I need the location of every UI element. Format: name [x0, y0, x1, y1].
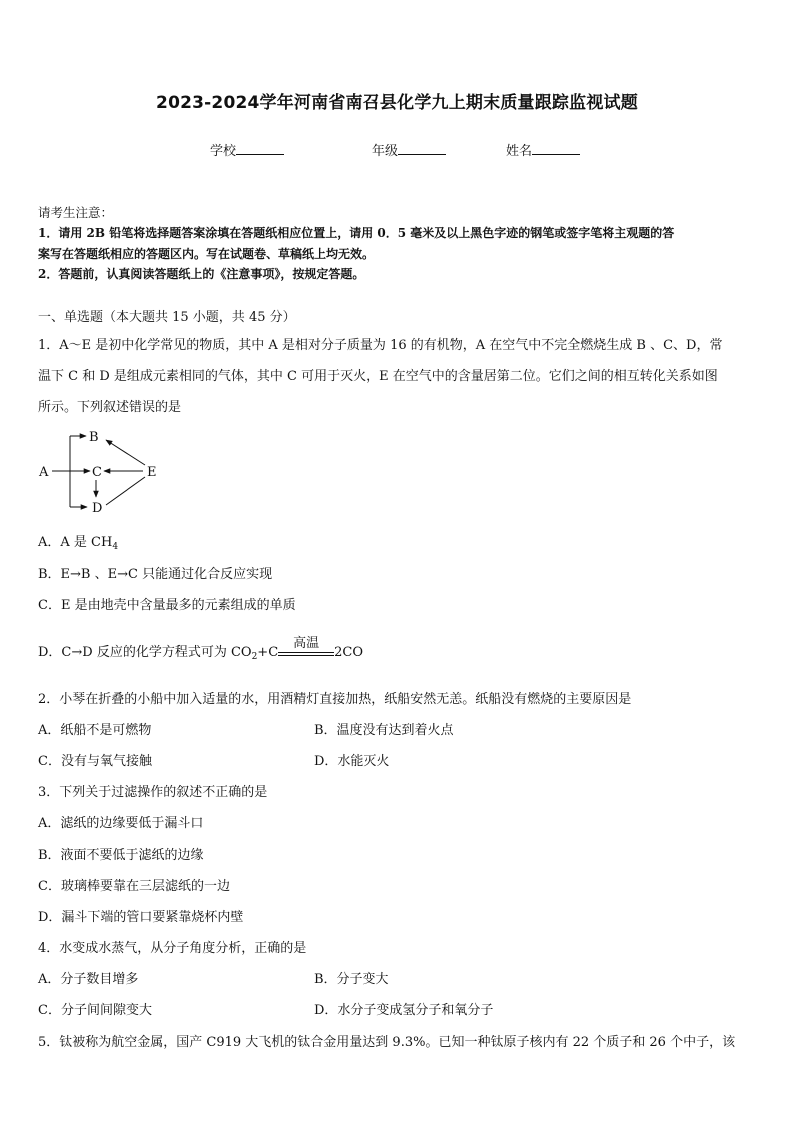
diagram-label-c: C [92, 465, 102, 480]
name-blank [532, 142, 580, 155]
q1-option-c: C．E 是由地壳中含量最多的元素组成的单质 [38, 598, 296, 613]
notice-item-1a: 1．请用 2B 铅笔将选择题答案涂填在答题纸相应位置上，请用 0．5 毫米及以上黑色字迹的钢笔或签字笔将主观题的答 [38, 226, 675, 240]
line-e-to-d [106, 477, 145, 505]
q1-option-d-subscript: 2 [251, 652, 258, 662]
notice-item-2: 2．答题前，认真阅读答题纸上的《注意事项》，按规定答题。 [38, 267, 365, 281]
q1-option-d [38, 636, 364, 662]
q5-stem: 5．钛被称为航空金属，国产 C919 大飞机的钛合金用量达到 9.3%。已知一种钛原子核内有 22 个质子和 26 个中子，该 [38, 1035, 736, 1050]
school-field [210, 140, 284, 159]
q1-option-a-subscript: 4 [112, 542, 119, 552]
q1-option-a-text: A．A 是 CH [38, 535, 113, 550]
school-blank [236, 142, 284, 155]
q1-option-b: B．E→B 、E→C 只能通过化合反应实现 [38, 567, 273, 582]
q3-stem: 3．下列关于过滤操作的叙述不正确的是 [38, 785, 268, 800]
q3-option-a: A．滤纸的边缘要低于漏斗口 [38, 816, 204, 831]
reaction-condition-arrow [278, 636, 334, 656]
page-title: 2023-2024学年河南省南召县化学九上期末质量跟踪监视试题 [156, 93, 638, 113]
notice-heading: 请考生注意： [38, 205, 114, 220]
q2-option-b: B．温度没有达到着火点 [314, 723, 454, 738]
q2-option-d: D．水能灭火 [314, 754, 390, 769]
grade-field [372, 140, 446, 159]
q4-option-d: D．水分子变成氢分子和氧分子 [314, 1003, 494, 1018]
q1-option-a [38, 531, 118, 552]
q1-diagram [30, 425, 170, 520]
q2-stem: 2．小琴在折叠的小船中加入适量的水，用酒精灯直接加热，纸船安然无恙。纸船没有燃烧的主要原因是 [38, 692, 632, 707]
notice-item-1b: 案写在答题纸相应的答题区内。写在试题卷、草稿纸上均无效。 [38, 247, 375, 261]
q2-option-c: C．没有与氧气接触 [38, 754, 152, 769]
arrow-e-to-b [106, 440, 145, 465]
q4-stem: 4．水变成水蒸气，从分子角度分析，正确的是 [38, 941, 307, 956]
q1-stem-line1: 1．A～E 是初中化学常见的物质，其中 A 是相对分子质量为 16 的有机物，A 在空气中不完全燃烧生成 B 、C、D，常 [38, 338, 723, 353]
reaction-condition-text: 高温 [293, 636, 320, 651]
q3-option-b: B．液面不要低于滤纸的边缘 [38, 848, 204, 863]
q4-option-c: C．分子间间隙变大 [38, 1003, 152, 1018]
grade-label: 年级 [372, 144, 399, 159]
q3-option-c: C．玻璃棒要靠在三层滤纸的一边 [38, 879, 230, 894]
school-label: 学校 [210, 144, 237, 159]
name-label: 姓名 [506, 144, 533, 159]
q1-stem-line3: 所示。下列叙述错误的是 [38, 400, 182, 415]
diagram-label-a: A [39, 465, 49, 480]
name-field [506, 140, 580, 159]
diagram-label-e: E [147, 465, 157, 480]
q3-option-d: D．漏斗下端的管口要紧靠烧杯内壁 [38, 910, 244, 925]
q1-option-d-text: D．C→D 反应的化学方程式可为 CO [38, 645, 252, 660]
q4-option-a: A．分子数目增多 [38, 972, 139, 987]
diagram-label-d: D [92, 501, 103, 516]
section-heading: 一、单选题（本大题共 15 小题，共 45 分） [38, 310, 296, 325]
diagram-label-b: B [89, 430, 99, 445]
q1-stem-line2: 温下 C 和 D 是组成元素相同的气体，其中 C 可用于灭火，E 在空气中的含量居第二位。它们之间的相互转化关系如图 [38, 369, 718, 384]
q1-option-d-mid: +C [257, 645, 279, 660]
q2-option-a: A．纸船不是可燃物 [38, 723, 152, 738]
grade-blank [398, 142, 446, 155]
q4-option-b: B．分子变大 [314, 972, 389, 987]
q1-option-d-product: 2CO [334, 645, 364, 660]
